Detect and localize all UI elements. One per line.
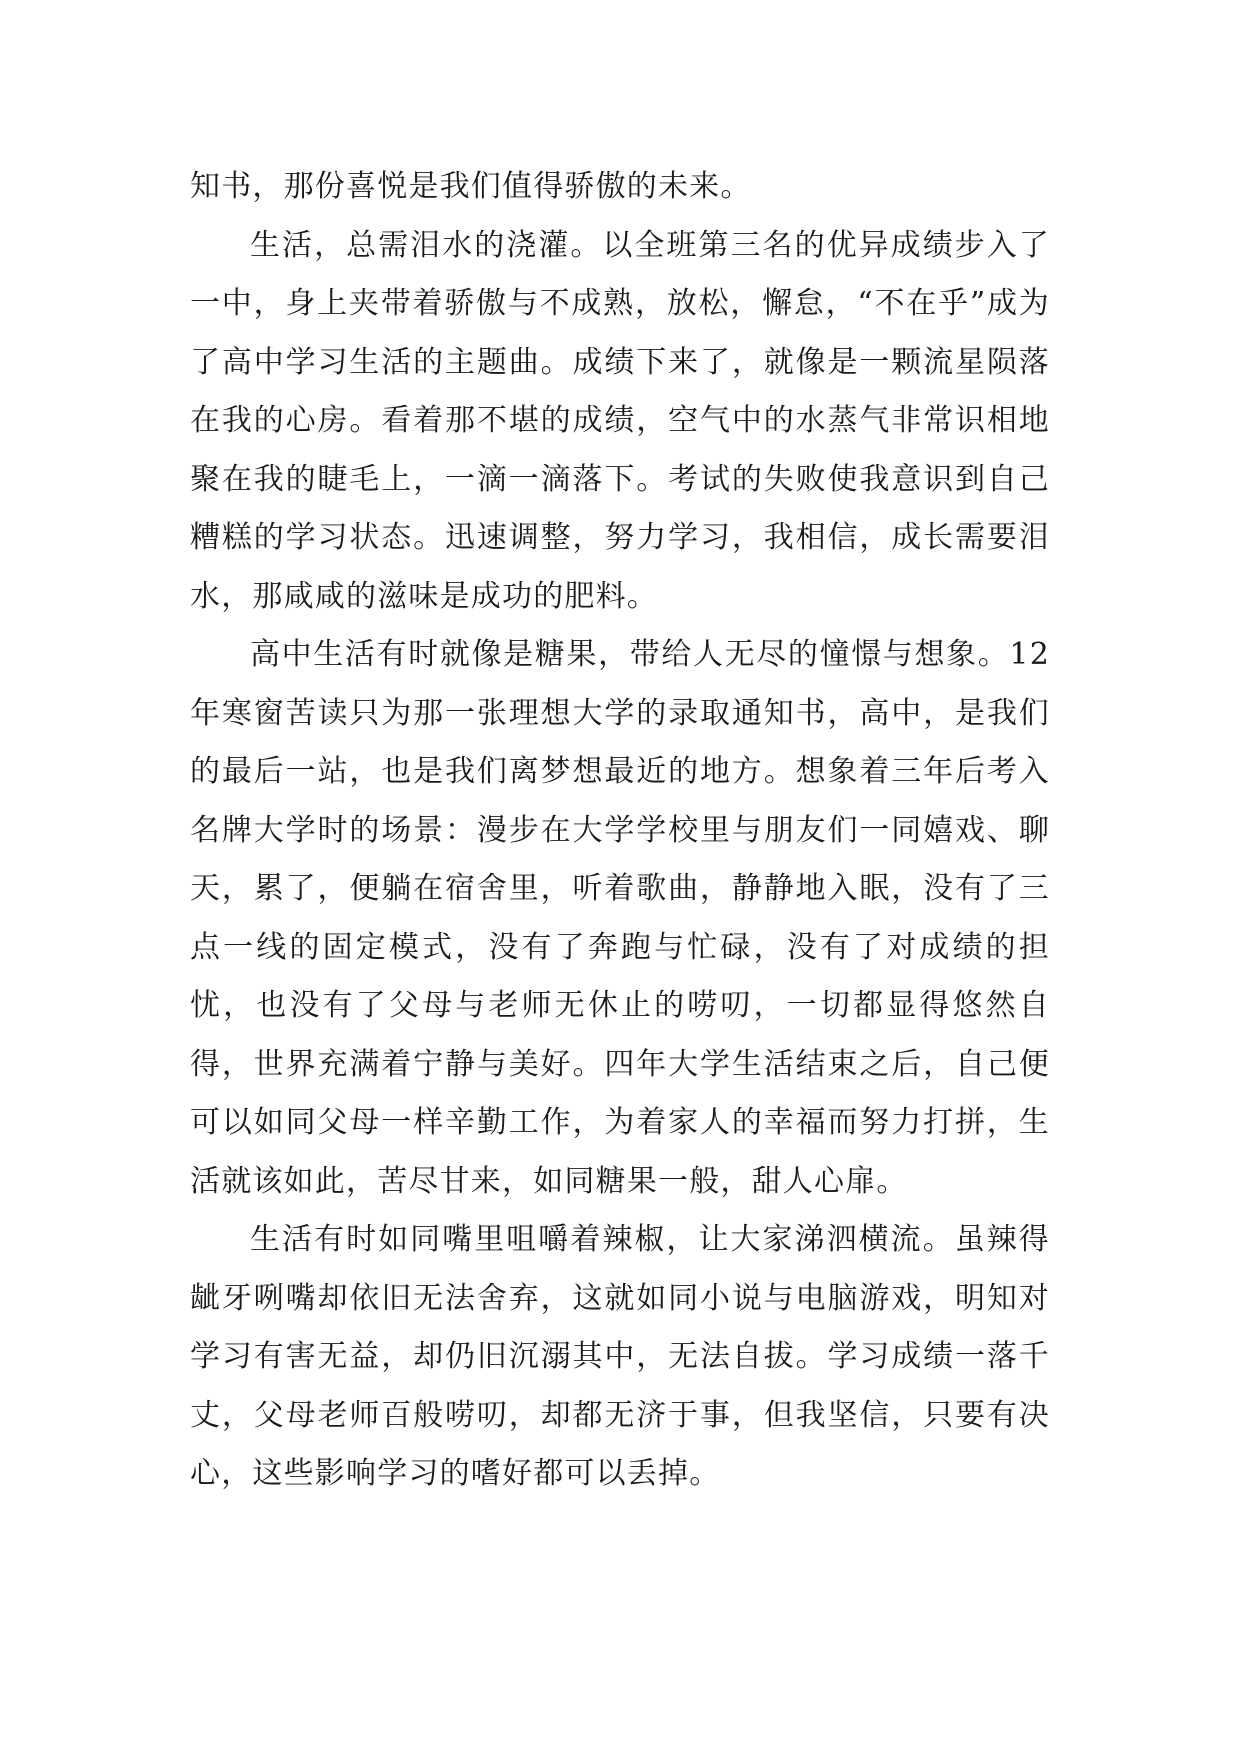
paragraph-4: 生活有时如同嘴里咀嚼着辣椒，让大家涕泗横流。虽辣得龇牙咧嘴却依旧无法舍弃，这就如同小说与电脑游戏，明知对学习有害无益，却仍旧沉溺其中，无法自拔。学习成绩一落千丈，父母老师百般唠叨，却都无济于事，但我坚信，只要有决心，这些影响学习的嗜好都可以丢掉。: [190, 1222, 1050, 1491]
paragraph-1: 知书，那份喜悦是我们值得骄傲的未来。: [190, 169, 752, 204]
paragraph-3: 高中生活有时就像是糖果，带给人无尽的憧憬与想象。12年寒窗苦读只为那一张理想大学的录取通知书，高中，是我们的最后一站，也是我们离梦想最近的地方。想象着三年后考入名牌大学时的场景：漫步在大学学校里与朋友们一同嬉戏、聊天，累了，便躺在宿舍里，听着歌曲，静静地入眠，没有了三点一线的固定模式，没有了奔跑与忙碌，没有了对成绩的担忧，也没有了父母与老师无休止的唠叨，一切都显得悠然自得，世界充满着宁静与美好。四年大学生活结束之后，自己便可以如同父母一样辛勤工作，为着家人的幸福而努力打拼，生活就该如此，苦尽甘来，如同糖果一般，甜人心扉。: [190, 637, 1050, 1199]
document-body: [190, 158, 1050, 1504]
paragraph-2: 生活，总需泪水的浇灌。以全班第三名的优异成绩步入了一中，身上夹带着骄傲与不成熟，放松，懈怠，“不在乎”成为了高中学习生活的主题曲。成绩下来了，就像是一颗流星陨落在我的心房。看着那不堪的成绩，空气中的水蒸气非常识相地聚在我的睫毛上，一滴一滴落下。考试的失败使我意识到自己糟糕的学习状态。迅速调整，努力学习，我相信，成长需要泪水，那咸咸的滋味是成功的肥料。: [190, 227, 1050, 614]
